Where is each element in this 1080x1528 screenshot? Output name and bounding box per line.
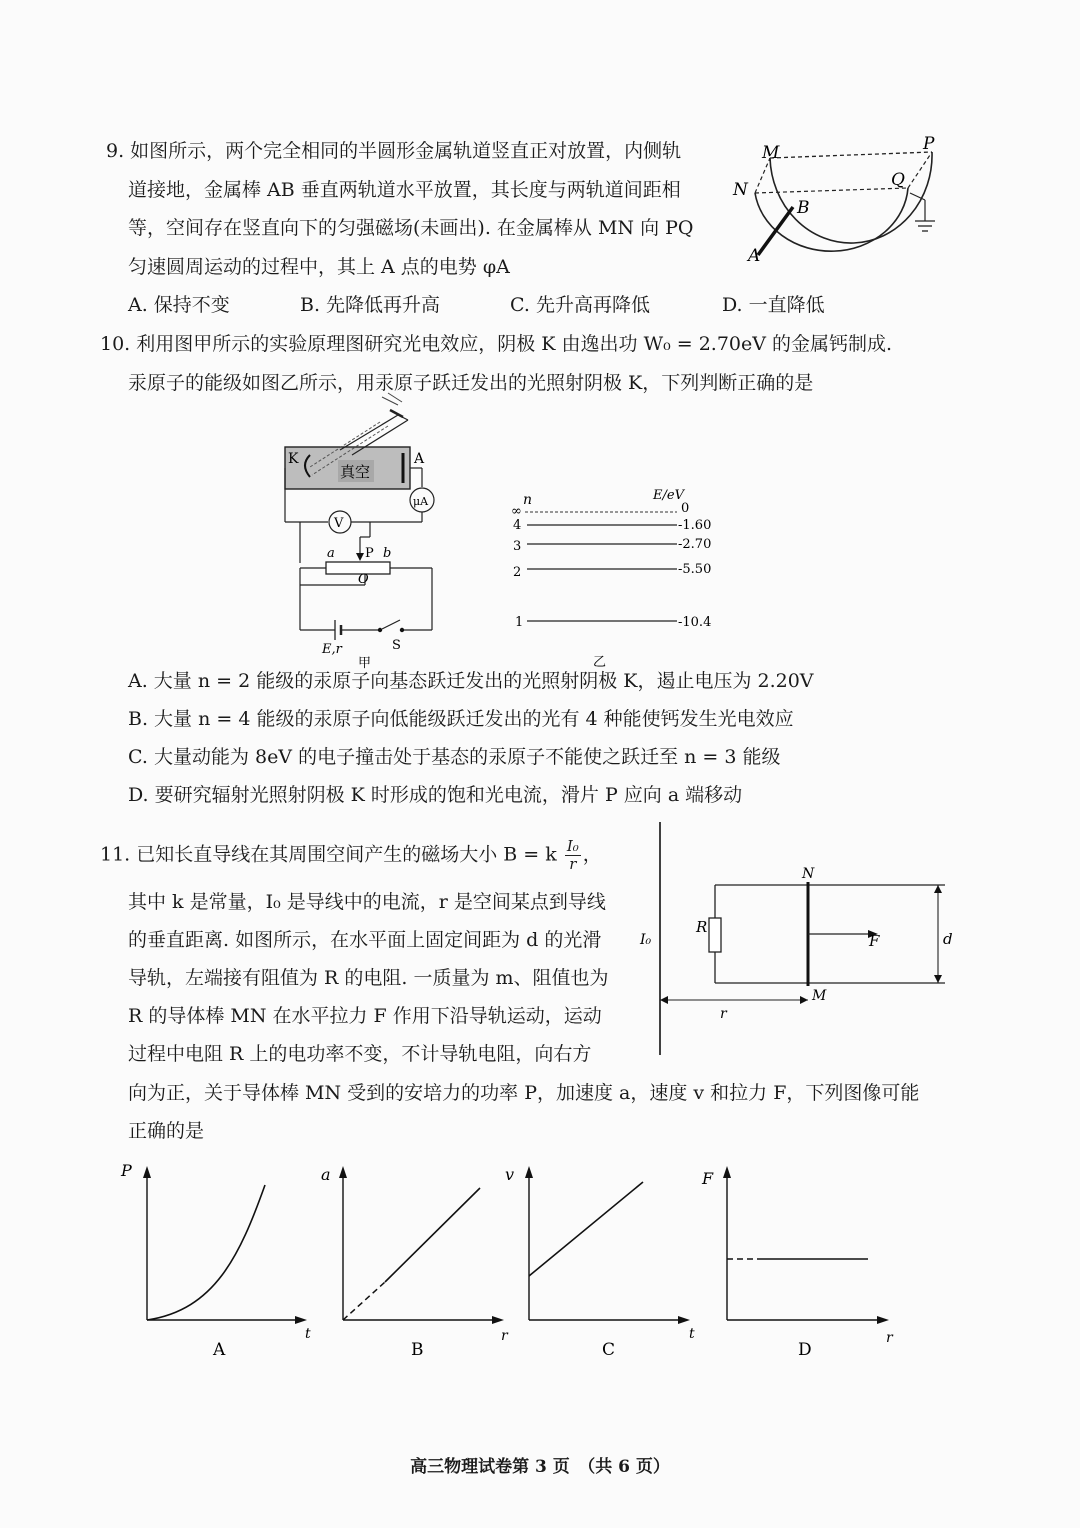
q10-label-o: O — [358, 572, 369, 587]
q11-graph-b — [315, 1160, 515, 1360]
q10-voltmeter-label: V — [334, 516, 344, 531]
q11-graph-c-x-label: t — [689, 1326, 695, 1342]
q9-line-3: 等，空间存在竖直向下的匀强磁场(未画出). 在金属棒从 MN 向 PQ — [128, 217, 694, 239]
q9-rail-figure — [733, 134, 955, 280]
q10-label-p: P — [365, 546, 374, 561]
q10-level-n-3: 3 — [513, 539, 522, 554]
q11-line-7: 向为正，关于导体棒 MN 受到的安培力的功率 P，加速度 a，速度 v 和拉力 F，下列图像可能 — [128, 1082, 920, 1104]
q10-figure-caption-jia: 甲 — [358, 656, 372, 671]
q10-level-n-2: 2 — [513, 565, 522, 580]
q10-figure-caption-yi: 乙 — [593, 655, 607, 670]
q10-label-switch: S — [392, 638, 401, 653]
q11-line-5: R 的导体棒 MN 在水平拉力 F 作用下沿导轨运动，运动 — [128, 1005, 602, 1027]
q11-line-6: 过程中电阻 R 上的电功率不变，不计导轨电阻，向右方 — [128, 1043, 592, 1065]
q11-fraction-denominator: r — [569, 855, 577, 873]
q10-level-e-2: -5.50 — [678, 562, 712, 577]
q11-graph-a-caption: A — [213, 1340, 226, 1360]
q10-label-a-end: a — [327, 546, 335, 561]
q9-line-2: 道接地，金属棒 AB 垂直两轨道水平放置，其长度与两轨道间距相 — [128, 179, 681, 201]
q10-energy-header: E/eV — [653, 488, 684, 503]
q11-line-1 — [100, 838, 602, 873]
q10-n-header: n — [523, 492, 533, 508]
q11-graph-b-caption: B — [411, 1340, 424, 1360]
q10-label-b-end: b — [383, 546, 392, 561]
q11-graph-b-x-label: r — [501, 1328, 508, 1344]
q10-line-1: 10. 利用图甲所示的实验原理图研究光电效应，阴极 K 由逸出功 W₀ = 2.70eV 的金属钙制成. — [100, 333, 893, 355]
q10-label-k: K — [288, 451, 299, 467]
q9-label-q: Q — [891, 170, 905, 190]
q10-option-c: C. 大量动能为 8eV 的电子撞击处于基态的汞原子不能使之跃迁至 n = 3 能级 — [128, 746, 781, 768]
q9-label-m: M — [762, 143, 780, 163]
q11-fraction — [565, 838, 581, 873]
q9-label-a: A — [748, 246, 761, 266]
q9-option-a: A. 保持不变 — [128, 294, 230, 316]
q10-option-d: D. 要研究辐射光照射阴极 K 时形成的饱和光电流，滑片 P 应向 a 端移动 — [128, 784, 743, 806]
q10-level-n-1: 1 — [515, 615, 524, 630]
q11-line-1-tail: ， — [582, 843, 602, 866]
q11-label-r-distance: r — [720, 1006, 727, 1022]
q11-graph-c-caption: C — [602, 1340, 616, 1360]
q10-energy-level-figure — [505, 488, 730, 668]
q11-label-n: N — [802, 866, 815, 882]
q9-label-n: N — [733, 180, 748, 200]
q10-ammeter-label: μA — [413, 495, 429, 508]
q10-level-e-3: -2.70 — [678, 537, 712, 552]
q9-line-1: 9. 如图所示，两个完全相同的半圆形金属轨道竖直正对放置，内侧轨 — [106, 140, 682, 162]
q10-level-n-4: 4 — [513, 518, 522, 533]
q10-option-a: A. 大量 n = 2 能级的汞原子向基态跃迁发出的光照射阴极 K，遏止电压为 2.20V — [128, 670, 814, 692]
q11-graph-b-y-label: a — [321, 1165, 331, 1184]
q11-label-m: M — [812, 988, 827, 1004]
q11-graph-a-y-label: P — [121, 1161, 132, 1180]
q11-label-f: F — [869, 932, 880, 950]
q11-graph-a-x-label: t — [305, 1326, 311, 1342]
q11-fraction-numerator: I₀ — [566, 837, 579, 855]
q9-option-b: B. 先降低再升高 — [300, 294, 441, 316]
q10-line-2: 汞原子的能级如图乙所示，用汞原子跃迁发出的光照射阴极 K，下列判断正确的是 — [128, 372, 814, 394]
q11-line-3: 的垂直距离. 如图所示，在水平面上固定间距为 d 的光滑 — [128, 929, 602, 951]
q10-option-b: B. 大量 n = 4 能级的汞原子向低能级跃迁发出的光有 4 种能使钙发生光电效应 — [128, 708, 794, 730]
q11-graph-a — [115, 1160, 315, 1360]
q11-label-r-resistor: R — [696, 918, 708, 936]
q11-graph-d-y-label: F — [702, 1169, 714, 1188]
q10-level-e-inf: 0 — [681, 501, 690, 516]
q11-graph-d — [700, 1160, 900, 1360]
q11-line-4: 导轨，左端接有阻值为 R 的电阻. 一质量为 m、阻值也为 — [128, 967, 609, 989]
q10-label-battery: E,r — [322, 642, 342, 657]
q10-vacuum-label: 真空 — [340, 463, 371, 481]
q11-rail-figure — [640, 820, 960, 1060]
q11-line-2: 其中 k 是常量，I₀ 是导线中的电流，r 是空间某点到导线 — [128, 891, 606, 913]
q11-line-8: 正确的是 — [128, 1120, 205, 1142]
q11-graph-d-x-label: r — [886, 1330, 893, 1346]
q9-label-p: P — [923, 134, 935, 154]
q9-option-c: C. 先升高再降低 — [510, 294, 650, 316]
q10-level-e-4: -1.60 — [678, 518, 712, 533]
q11-graph-c — [505, 1160, 705, 1360]
q9-line-4: 匀速圆周运动的过程中，其上 A 点的电势 φA — [128, 256, 510, 278]
q11-label-i0: I₀ — [640, 932, 652, 948]
q11-line-1-text: 11. 已知长直导线在其周围空间产生的磁场大小 B = k — [100, 843, 557, 866]
q9-option-d: D. 一直降低 — [722, 294, 825, 316]
q10-label-a-electrode: A — [414, 451, 425, 467]
q10-level-n-inf: ∞ — [511, 504, 522, 519]
q11-graph-c-y-label: v — [505, 1165, 515, 1184]
page-footer: 高三物理试卷第 3 页 （共 6 页） — [410, 1457, 670, 1477]
q11-label-d: d — [943, 930, 953, 948]
q11-graph-d-caption: D — [798, 1340, 812, 1360]
q9-label-b: B — [797, 198, 810, 218]
q10-circuit-figure — [280, 405, 460, 670]
q10-level-e-1: -10.4 — [678, 615, 712, 630]
